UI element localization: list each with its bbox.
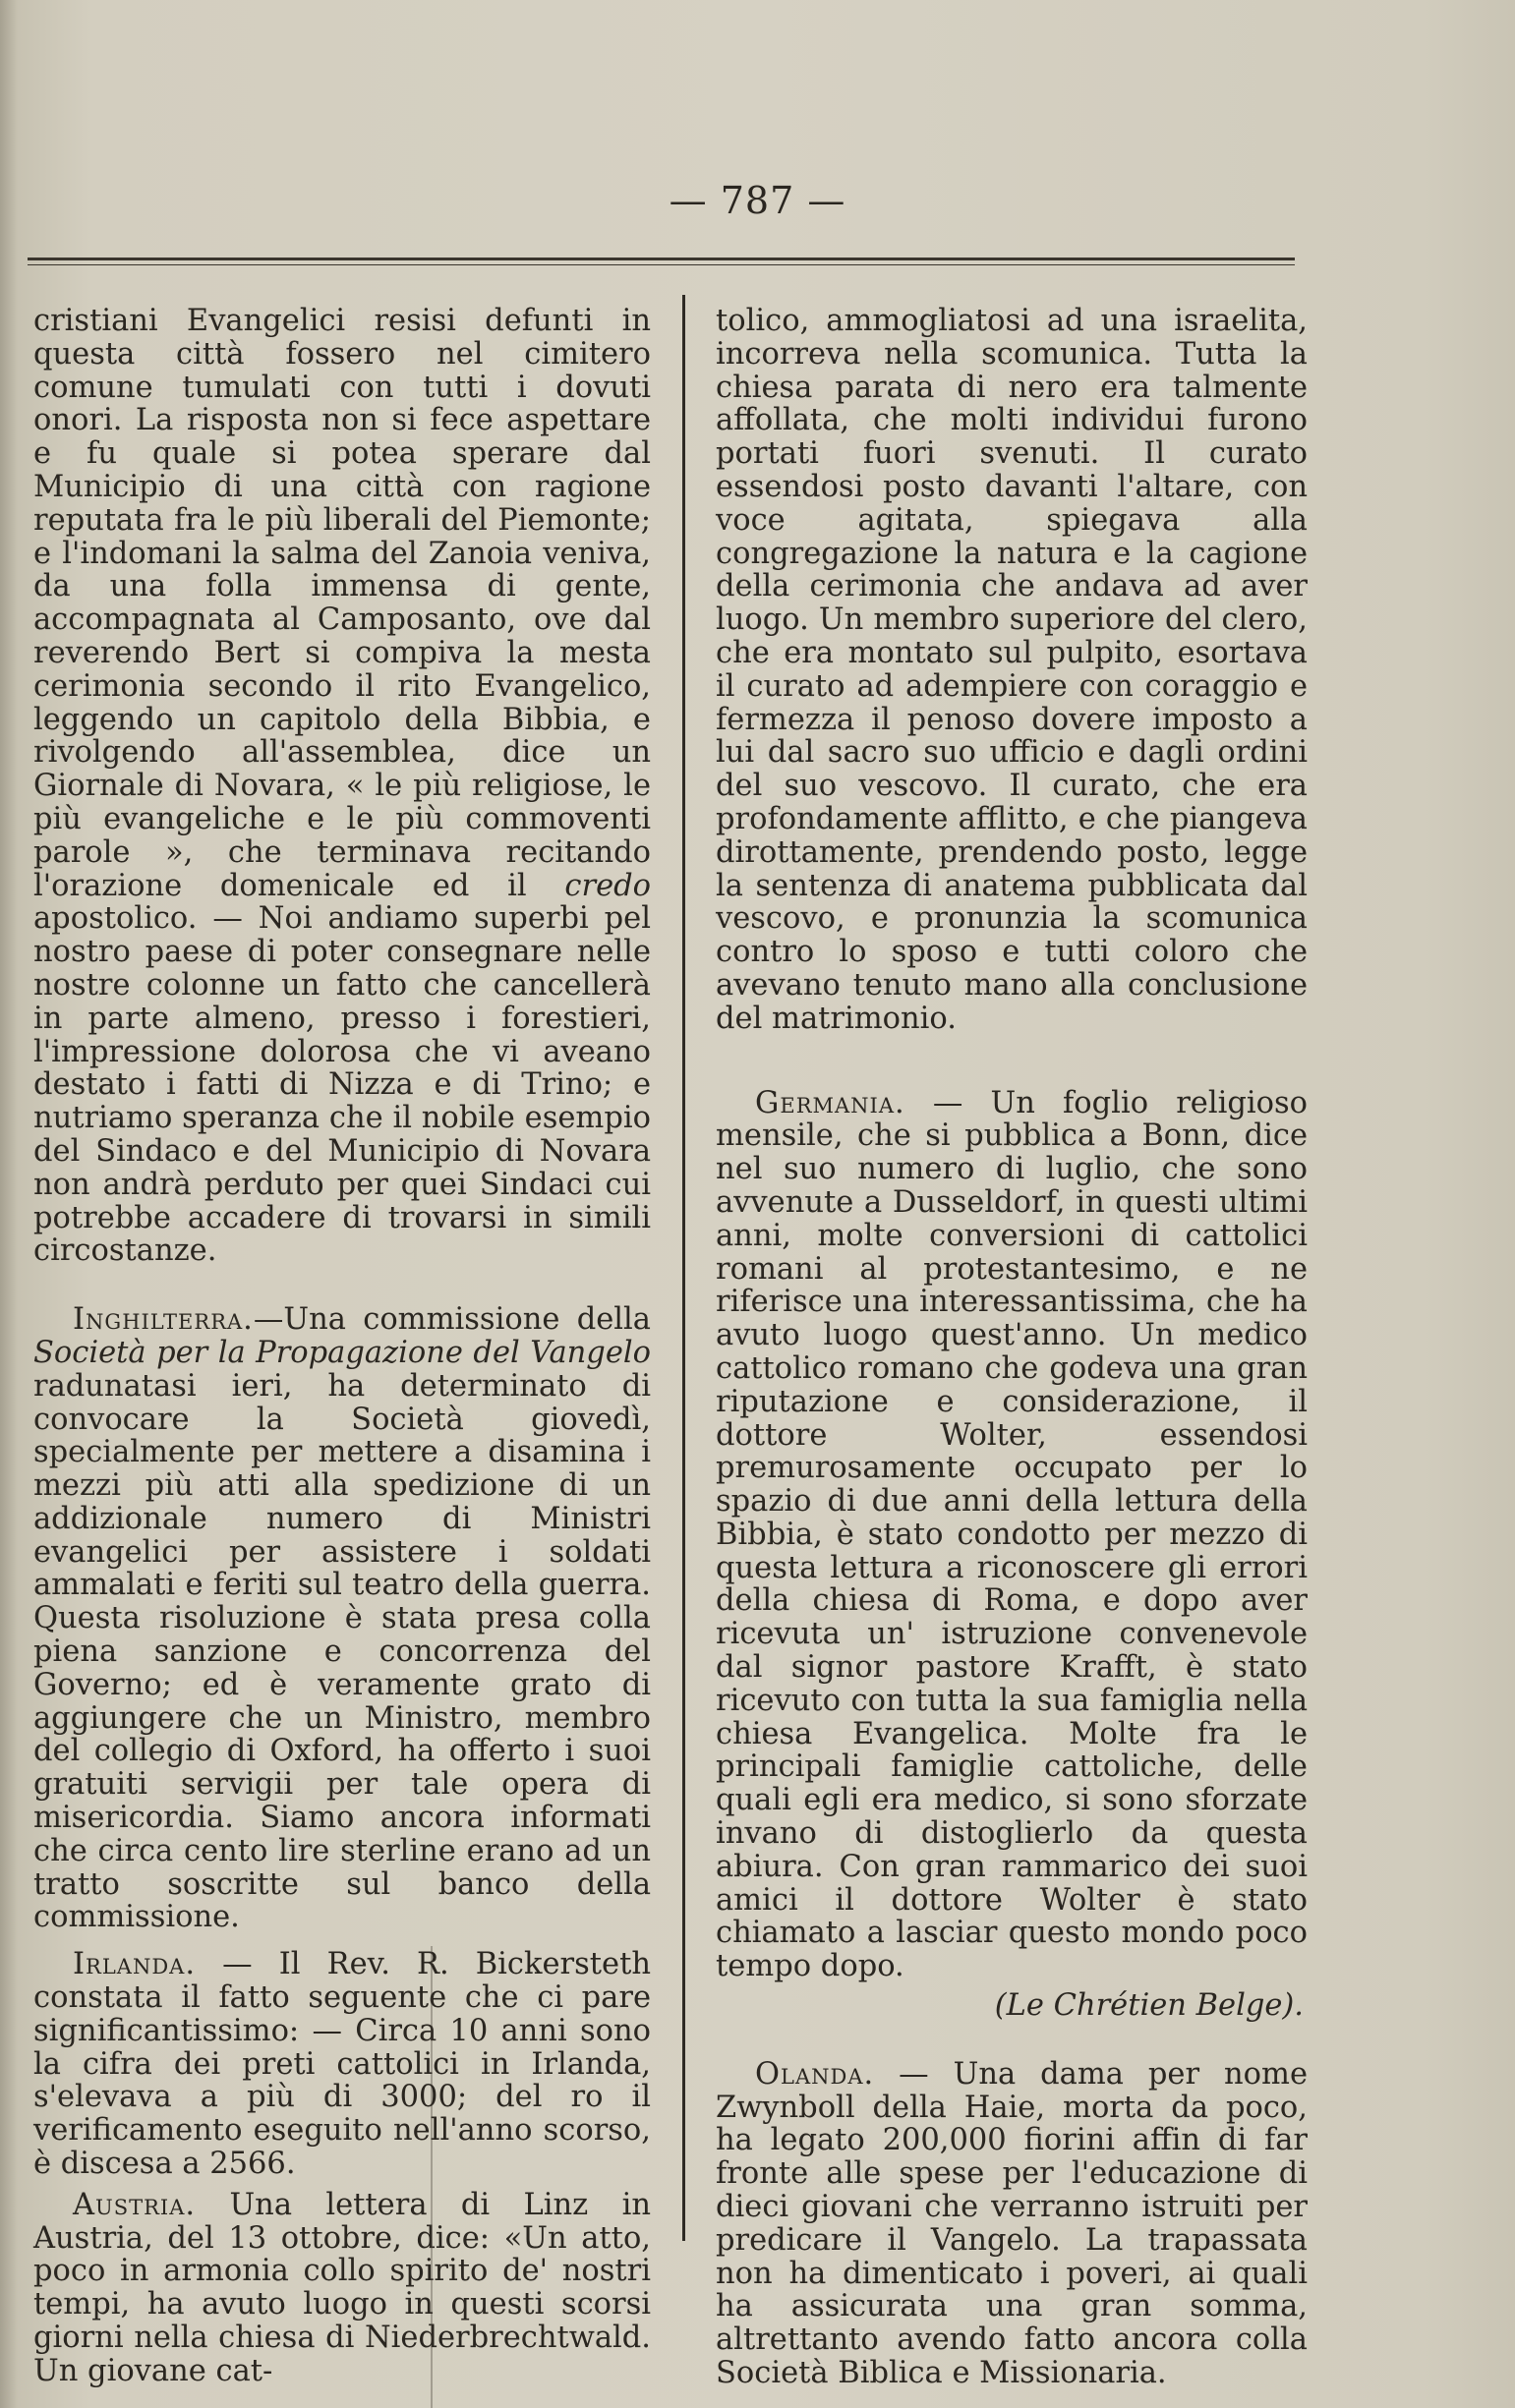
article-irlanda	[33, 1948, 651, 2181]
section-heading-austria: Austria.	[73, 2187, 197, 2222]
article-olanda	[716, 2058, 1308, 2390]
header-rule-thin	[28, 264, 1295, 265]
section-gap	[716, 1036, 1308, 1087]
page-edge-shadow	[0, 0, 18, 2408]
inghilterra-text-1: —Una commissione della	[253, 1302, 651, 1338]
novara-credo: credo	[564, 868, 652, 903]
olanda-text: — Una dama per nome Zwynboll della Haie, morta da poco, ha legato 200,000 fiorini affin di far fronte alle spese per l'educazione di dieci giovani che verranno istruiti per predicare il Vangelo. La trapassata non ha dimenticato i poveri, ai quali ha assicurata una gran somma, altrettanto avendo fatto ancora colla Società Biblica e Missionaria.	[716, 2056, 1308, 2391]
germania-text: — Un foglio religioso mensile, che si pubblica a Bonn, dice nel suo numero di luglio, che sono avvenute a Dusseldorf, in questi ultimi anni, molte conversioni di cattolici romani al protestantesimo, e ne riferisce una interessantissima, che ha avuto luogo quest'anno. Un medico cattolico romano che godeva una gran riputazione e considerazione, il dottore Wolter, essendosi premurosamente occupato per lo spazio di due anni della lettura della Bibbia, è stato condotto per mezzo di questa lettura a riconoscere gli errori della chiesa di Roma, e dopo aver ricevuta un' istruzione convenevole dal signor pastore Krafft, è stato ricevuto con tutta la sua famiglia nella chiesa Evangelica. Molte fra le principali famiglie cattoliche, delle quali egli era medico, si sono sforzate invano di distoglierlo da questa abiura. Con gran rammarico dei suoi amici il dottore Wolter è stato chiamato a lasciar questo mondo poco tempo dopo.	[716, 1085, 1308, 1984]
left-column	[33, 305, 651, 2388]
header-rule	[28, 258, 1295, 267]
article-novara-funeral	[33, 305, 651, 1268]
header-rule-thick	[28, 258, 1295, 260]
article-austria-continued: tolico, ammogliatosi ad una israelita, incorreva nella scomunica. Tutta la chiesa parata di nero era talmente affollata, che molti individui furono portati fuori svenuti. Il curato essendosi posto davanti l'altare, con voce agitata, spiegava alla congregazione la natura e la cagione della cerimonia che andava ad aver luogo. Un membro superiore del clero, che era montato sul pulpito, esortava il curato ad adempiere con coraggio e fermezza il penoso dovere imposto a lui dal sacro suo ufficio e dagli ordini del suo vescovo. Il curato, che era profondamente afflitto, e che piangeva dirottamente, prendendo posto, legge la sentenza di anatema pubblicata dal vescovo, e pronunzia la scomunica contro lo sposo e tutti coloro che avevano tenuto mano alla conclusione del matrimonio.	[716, 304, 1308, 1036]
irlanda-text: — Il Rev. R. Bickersteth constata il fatto seguente che ci pare significantissimo: — Circa 10 anni sono la cifra dei preti cattolici in Irlanda, s'elevava a più di 3000; del ro il verificamento eseguito nell'anno scorso, è discesa a 2566.	[33, 1947, 651, 2182]
austria-text: Una lettera di Linz in Austria, del 13 ottobre, dice: «Un atto, poco in armonia collo spirito de' nostri tempi, ha avuto luogo in questi scorsi giorni nella chiesa di Niederbrechtwald. Un giovane cat-	[33, 2187, 651, 2388]
section-heading-olanda: Olanda.	[755, 2056, 875, 2092]
novara-text-1: cristiani Evangelici resisi defunti in questa città fossero nel cimitero comune tumulati con tutti i dovuti onori. La risposta non si fece aspettare e fu quale si potea sperare dal Municipio di una città con ragione reputata fra le più liberali del Piemonte; e l'indomani la salma del Zanoia veniva, da una folla immensa di gente, accompagnata al Camposanto, ove dal reverendo Bert si compiva la mesta cerimonia secondo il rito Evangelico, leggendo un capitolo della Bibbia, e rivolgendo all'assemblea, dice un Giornale di Novara, « le più religiose, le più evangeliche e le più commoventi parole », che terminava recitando l'orazione domenicale ed il	[33, 304, 651, 903]
page-number: — 787 —	[669, 179, 846, 222]
page-fold-mark	[431, 1946, 433, 2408]
section-heading-germania: Germania.	[755, 1085, 905, 1120]
article-inghilterra	[33, 1303, 651, 1934]
novara-text-2: apostolico. — Noi andiamo superbi pel nostro paese di poter consegnare nelle nostre colonne un fatto che cancellerà in parte almeno, presso i forestieri, l'impressione dolorosa che vi aveano destato i fatti di Nizza e di Trino; e nutriamo speranza che il nobile esempio del Sindaco e del Municipio di Novara non andrà perduto per quei Sindaci cui potrebbe accadere di trovarsi in simili circostanze.	[33, 901, 651, 1269]
section-heading-irlanda: Irlanda.	[73, 1947, 197, 1982]
section-heading-inghilterra: Inghilterra.	[73, 1302, 254, 1338]
section-gap	[716, 2023, 1308, 2058]
right-column	[716, 305, 1308, 2390]
section-gap	[33, 1268, 651, 1303]
column-divider	[682, 295, 685, 2241]
inghilterra-society-name: Società per la Propagazione del Vangelo	[33, 1335, 651, 1370]
inghilterra-text-2: radunatasi ieri, ha determinato di convocare la Società giovedì, specialmente per mettere a disamina i mezzi più atti alla spedizione di un addizionale numero di Ministri evangelici per assistere i soldati ammalati e feriti sul teatro della guerra. Questa risoluzione è stata presa colla piena sanzione e concorrenza del Governo; ed è veramente grato di aggiungere che un Ministro, membro del collegio di Oxford, ha offerto i suoi gratuiti servigii per tale opera di misericordia. Siamo ancora informati che circa cento lire sterline erano ad un tratto soscritte sul banco della commissione.	[33, 1368, 651, 1935]
germania-source: (Le Chrétien Belge).	[994, 1988, 1304, 2024]
article-germania	[716, 1087, 1308, 1984]
article-austria	[33, 2189, 651, 2388]
